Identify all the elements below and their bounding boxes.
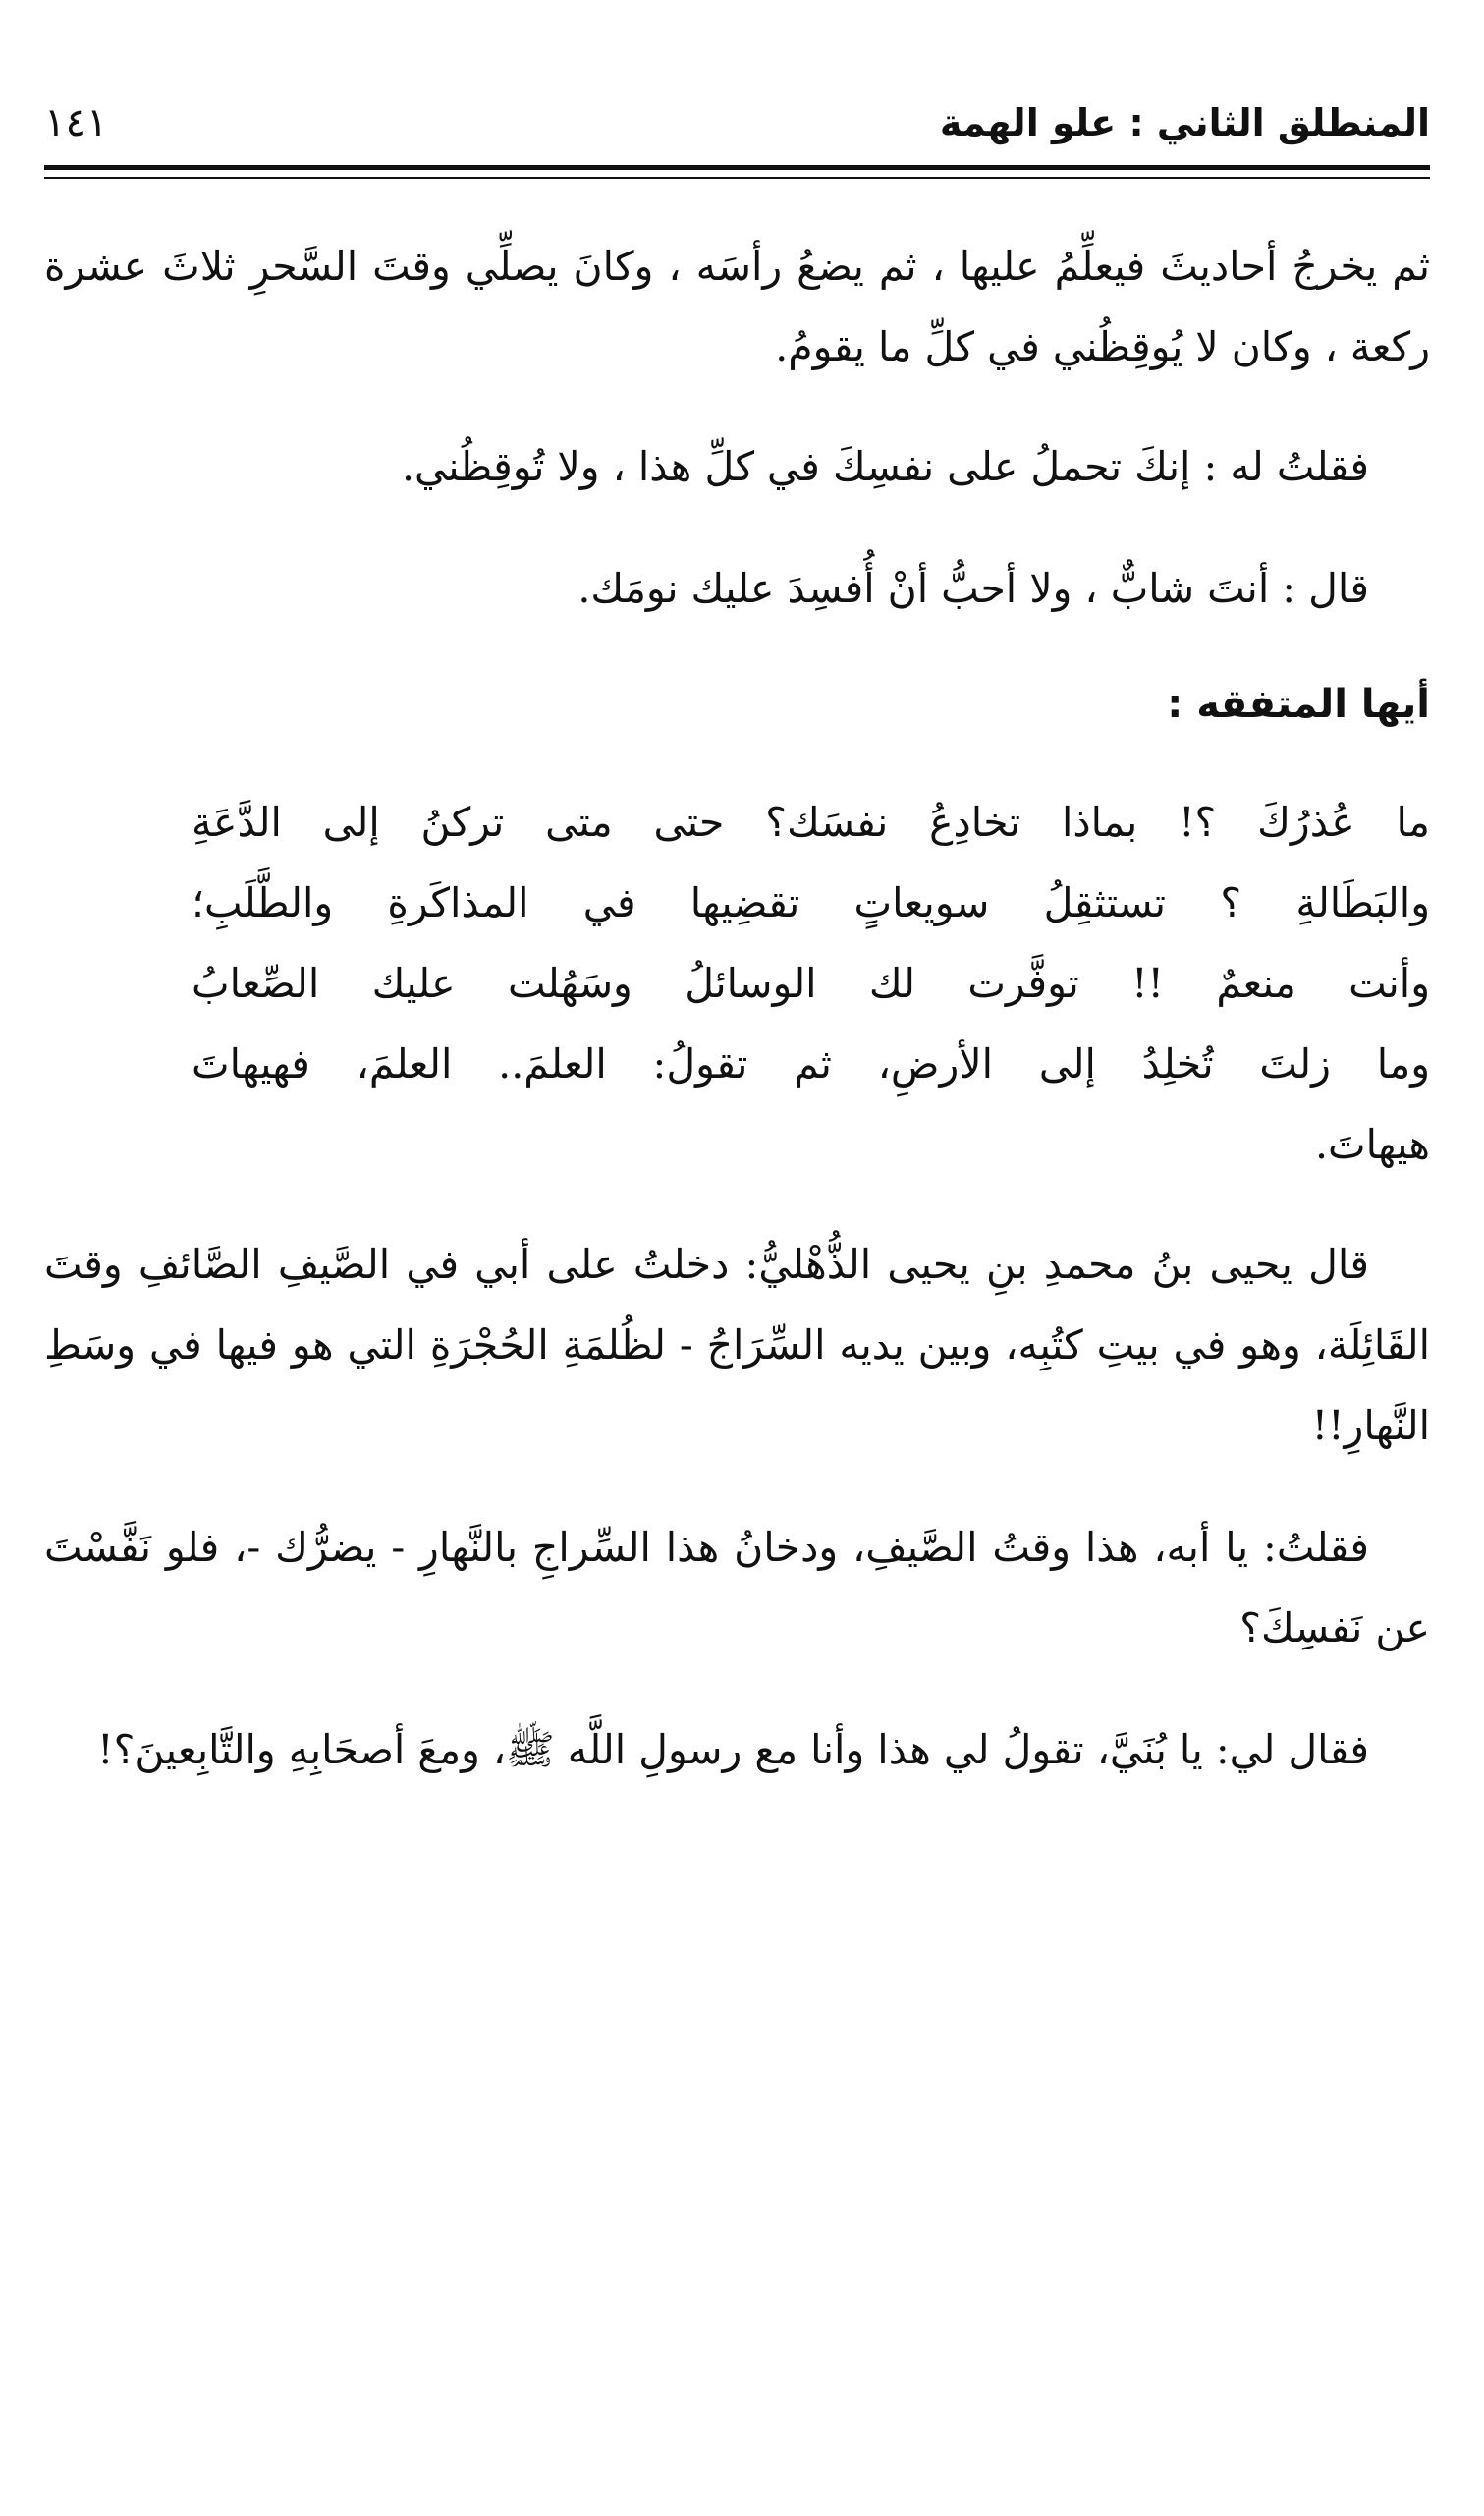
page-header [44, 93, 1430, 162]
paragraph-son-question: فقلتُ: يا أبه، هذا وقتُ الصَّيفِ، ودخانُ هذا السِّراجِ بالنَّهارِ - يضرُّك -، فلو نَفَّسْتَ عن نَفسِكَ؟ [44, 1524, 1430, 1651]
section-heading: أيها المتفقه : [1167, 682, 1430, 727]
running-title: المنطلق الثاني : علو الهمة [939, 101, 1430, 144]
header-rule-thin [44, 177, 1430, 179]
header-rule-thick [44, 165, 1430, 170]
admonition-line: هيهاتَ. [1314, 1121, 1430, 1168]
admonition-line: وما زلتَ تُخلِدُ إلى الأرضِ، ثم تقولُ: العلمَ.. العلمَ، فهيهاتَ [192, 1040, 1430, 1088]
page-number: ١٤١ [44, 100, 108, 145]
admonition-line: وأنت منعمٌ !! توفَّرت لك الوسائلُ وسَهُلت عليك الصِّعابُ [192, 960, 1430, 1007]
admonition-block [44, 782, 1430, 1185]
paragraph-dialogue-question: فقلتُ له : إنكَ تحملُ على نفسِكَ في كلِّ هذا ، ولا تُوقِظُني. [401, 443, 1369, 490]
admonition-line: ما عُذرُكَ ؟! بماذا تخادِعُ نفسَك؟ حتى متى تركنُ إلى الدَّعَةِ [192, 799, 1430, 846]
admonition-line: والبَطَالةِ ؟ تستثقِلُ سويعاتٍ تقضِيها في المذاكَرةِ والطَّلَبِ؛ [192, 879, 1430, 926]
paragraph-narration: قال يحيى بنُ محمدِ بنِ يحيى الذُّهْليُّ: دخلتُ على أبي في الصَّيفِ الصَّائفِ وقتَ القَائِلَة، وهو في بيتِ كتُبِه، وبين يديه السِّرَاجُ - لظُلمَةِ الحُجْرَةِ التي هو فيها في وسَطِ النَّهارِ!! [44, 1241, 1430, 1449]
paragraph-father-answer: فقال لي: يا بُنَيَّ، تقولُ لي هذا وأنا مع رسولِ اللَّه ﷺ، ومعَ أصحَابِهِ والتَّابِعينَ؟! [97, 1726, 1369, 1773]
paragraph-dialogue-answer: قال : أنتَ شابٌّ ، ولا أحبُّ أنْ أُفسِدَ عليك نومَك. [577, 565, 1369, 612]
paragraph-continuation: ثم يخرجُ أحاديثَ فيعلِّمُ عليها ، ثم يضعُ رأسَه ، وكانَ يصلِّي وقتَ السَّحرِ ثلاثَ عشرة ركعة ، وكان لا يُوقِظُني في كلِّ ما يقومُ. [44, 243, 1430, 370]
page-body [44, 226, 1430, 1831]
